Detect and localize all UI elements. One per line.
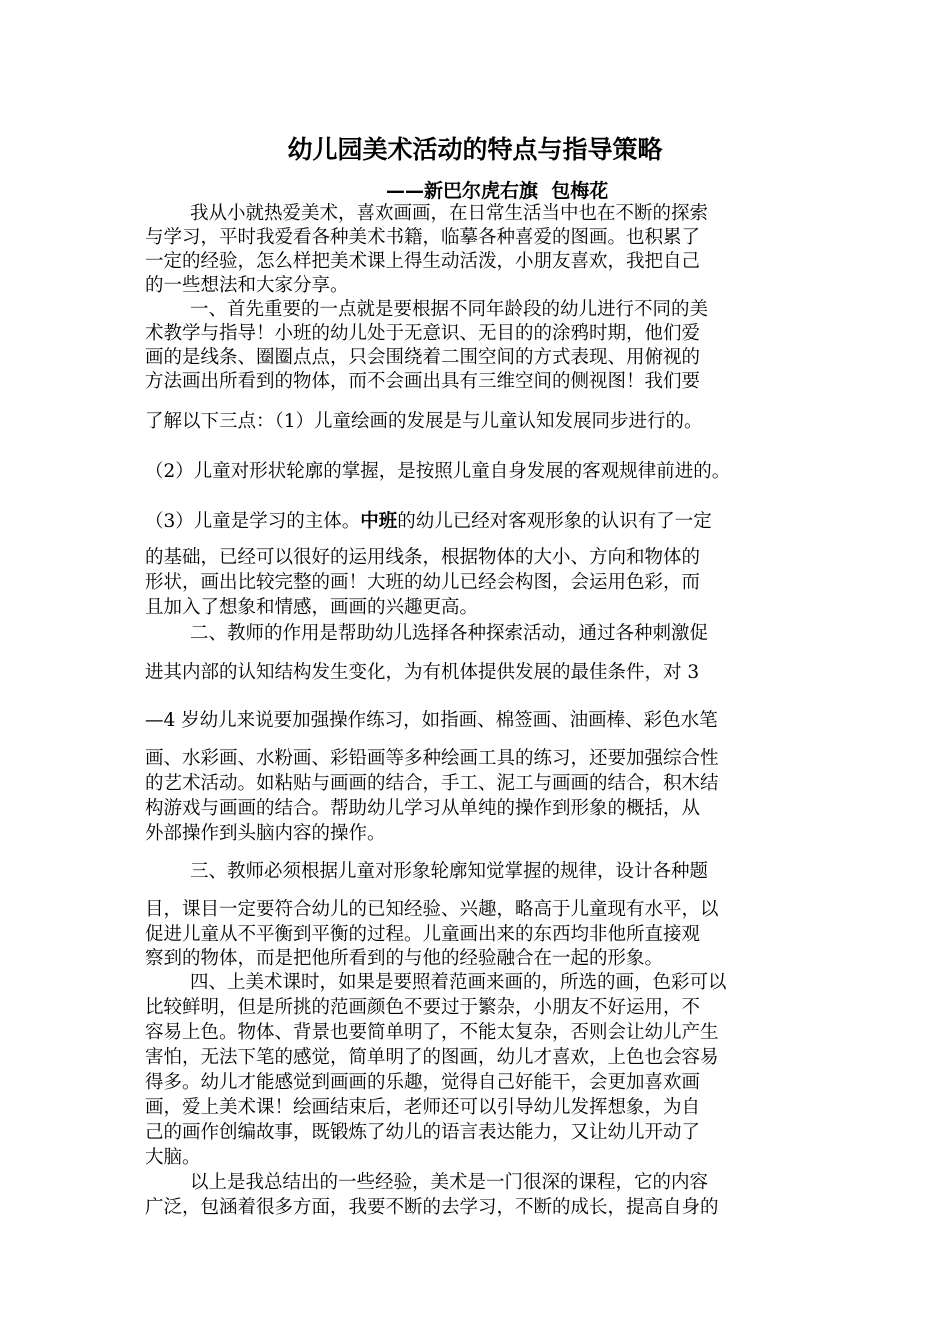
text-segment: 术教学与指导！ (145, 323, 275, 344)
text-line: 且加入了想象和情感，画画的兴趣更高。 (145, 597, 479, 618)
text-line: 的一些想法和大家分享。 (145, 275, 349, 296)
text-line: 了解以下三点：（1）儿童绘画的发展是与儿童认知发展同步进行的。 (145, 411, 703, 432)
text-line: 外部操作到头脑内容的操作。 (145, 823, 386, 844)
text-line: 二、教师的作用是帮助幼儿选择各种探索活动，通过各种刺激促 (190, 623, 709, 644)
highlight-term-middle-class: 中班 (360, 511, 398, 532)
document-title: 幼儿园美术活动的特点与指导策略 (287, 135, 663, 164)
text-line: 画的是线条、圈圈点点，只会围绕着二围空间的方式表现、用俯视的 (145, 347, 701, 368)
highlight-term-small-class: 小班 (274, 323, 312, 344)
text-line: 以上是我总结出的一些经验，美术是一门很深的课程，它的内容 (190, 1172, 709, 1193)
text-segment: （3）儿童是学习的主体。 (145, 511, 361, 532)
text-segment: 的幼儿已经对客观形象的认识有了一定 (397, 511, 712, 532)
text-line: 促进儿童从不平衡到平衡的过程。儿童画出来的东西均非他所直接观 (145, 924, 701, 945)
text-line: 得多。幼儿才能感觉到画画的乐趣，觉得自己好能干，会更加喜欢画 (145, 1072, 701, 1093)
text-line: 一定的经验，怎么样把美术课上得生动活泼，小朋友喜欢，我把自己 (145, 251, 701, 272)
text-line: —4 岁幼儿来说要加强操作练习，如指画、棉签画、油画棒、彩色水笔 (145, 710, 718, 731)
text-line: 四、上美术课时，如果是要照着范画来画的，所选的画，色彩可以 (190, 972, 727, 993)
text-line: 一、首先重要的一点就是要根据不同年龄段的幼儿进行不同的美 (190, 299, 709, 320)
text-line: （2）儿童对形状轮廓的掌握，是按照儿童自身发展的客观规律前进的。 (145, 461, 731, 482)
text-line: 画，爱上美术课！绘画结束后，老师还可以引导幼儿发挥想象，为自 (145, 1097, 701, 1118)
text-line: 广泛，包涵着很多方面，我要不断的去学习，不断的成长，提高自身的 (145, 1197, 719, 1218)
text-line: 三、教师必须根据儿童对形象轮廓知觉掌握的规律，设计各种题 (190, 861, 709, 882)
text-line: 目，课目一定要符合幼儿的已知经验、兴趣，略高于儿童现有水平，以 (145, 899, 719, 920)
text-line: 方法画出所看到的物体，而不会画出具有三维空间的侧视图！我们要 (145, 371, 701, 392)
text-line (145, 510, 810, 534)
text-line: 害怕，无法下笔的感觉，简单明了的图画，幼儿才喜欢，上色也会容易 (145, 1047, 719, 1068)
text-line: 己的画作创编故事，既锻炼了幼儿的语言表达能力，又让幼儿开动了 (145, 1122, 701, 1143)
text-line: 进其内部的认知结构发生变化，为有机体提供发展的最佳条件，对 3 (145, 662, 700, 683)
text-line: 画、水彩画、水粉画、彩铅画等多种绘画工具的练习，还要加强综合性 (145, 748, 719, 769)
document-byline: ——新巴尔虎右旗 包梅花 (386, 180, 609, 202)
text-line: 与学习，平时我爱看各种美术书籍，临摹各种喜爱的图画。也积累了 (145, 227, 701, 248)
text-line: 大脑。 (145, 1147, 201, 1168)
text-line: 我从小就热爱美术，喜欢画画，在日常生活当中也在不断的探索 (190, 203, 709, 224)
text-line (145, 322, 810, 346)
text-line: 比较鲜明，但是所挑的范画颜色不要过于繁杂，小朋友不好运用，不 (145, 997, 701, 1018)
text-line: 形状，画出比较完整的画！大班的幼儿已经会构图，会运用色彩，而 (145, 572, 701, 593)
text-segment: 的幼儿处于无意识、无目的的涂鸦时期，他们爱 (311, 323, 701, 344)
text-line: 的艺术活动。如粘贴与画画的结合，手工、泥工与画画的结合，积木结 (145, 773, 719, 794)
text-line: 构游戏与画画的结合。帮助幼儿学习从单纯的操作到形象的概括，从 (145, 798, 701, 819)
text-line: 容易上色。物体、背景也要简单明了，不能太复杂，否则会让幼儿产生 (145, 1022, 719, 1043)
text-line: 察到的物体，而是把他所看到的与他的经验融合在一起的形象。 (145, 948, 664, 969)
text-line: 的基础，已经可以很好的运用线条，根据物体的大小、方向和物体的 (145, 547, 701, 568)
